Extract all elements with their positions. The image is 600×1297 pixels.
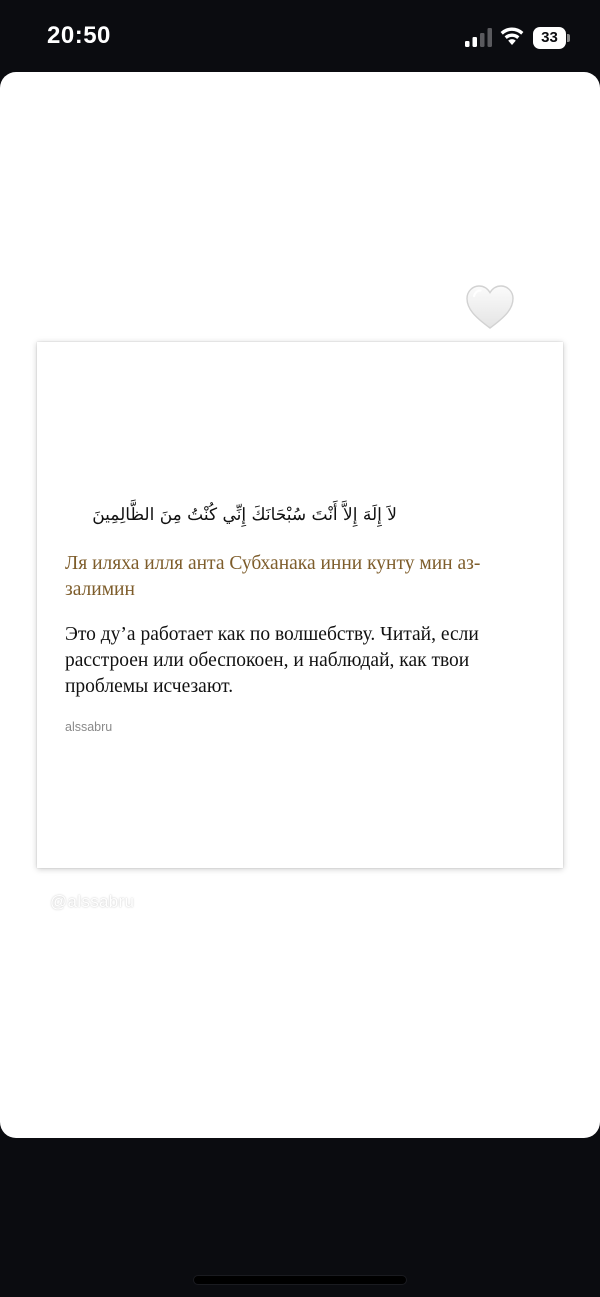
wifi-icon — [499, 26, 525, 46]
battery-level: 33 — [541, 29, 558, 46]
status-bar — [0, 0, 600, 72]
battery-tip — [567, 34, 570, 42]
white-heart-icon[interactable] — [465, 284, 515, 330]
home-indicator[interactable] — [194, 1276, 406, 1284]
username-watermark[interactable]: @alssabru — [50, 892, 135, 911]
post-card[interactable] — [37, 342, 563, 868]
cellular-signal-icon — [465, 28, 493, 47]
dua-description: Это ду’а работает как по волшебству. Читай, если расстроен или обеспокоен, и наблюдай, как твои проблемы исчезают. — [65, 624, 479, 697]
battery-body — [533, 27, 566, 49]
arabic-dua: لاَ إِلَهَ إِلاَّ أَنْتَ سُبْحَانَكَ إِنِّي كُنْتُ مِنَ الظَّالِمِينَ — [92, 505, 397, 525]
status-time: 20:50 — [47, 22, 111, 49]
story-card[interactable] — [0, 72, 600, 1138]
post-watermark: alssabru — [65, 720, 113, 734]
dua-transliteration: Ля иляха илля анта Субханака инни кунту мин аз-залимин — [65, 553, 481, 600]
battery-icon — [533, 27, 571, 49]
